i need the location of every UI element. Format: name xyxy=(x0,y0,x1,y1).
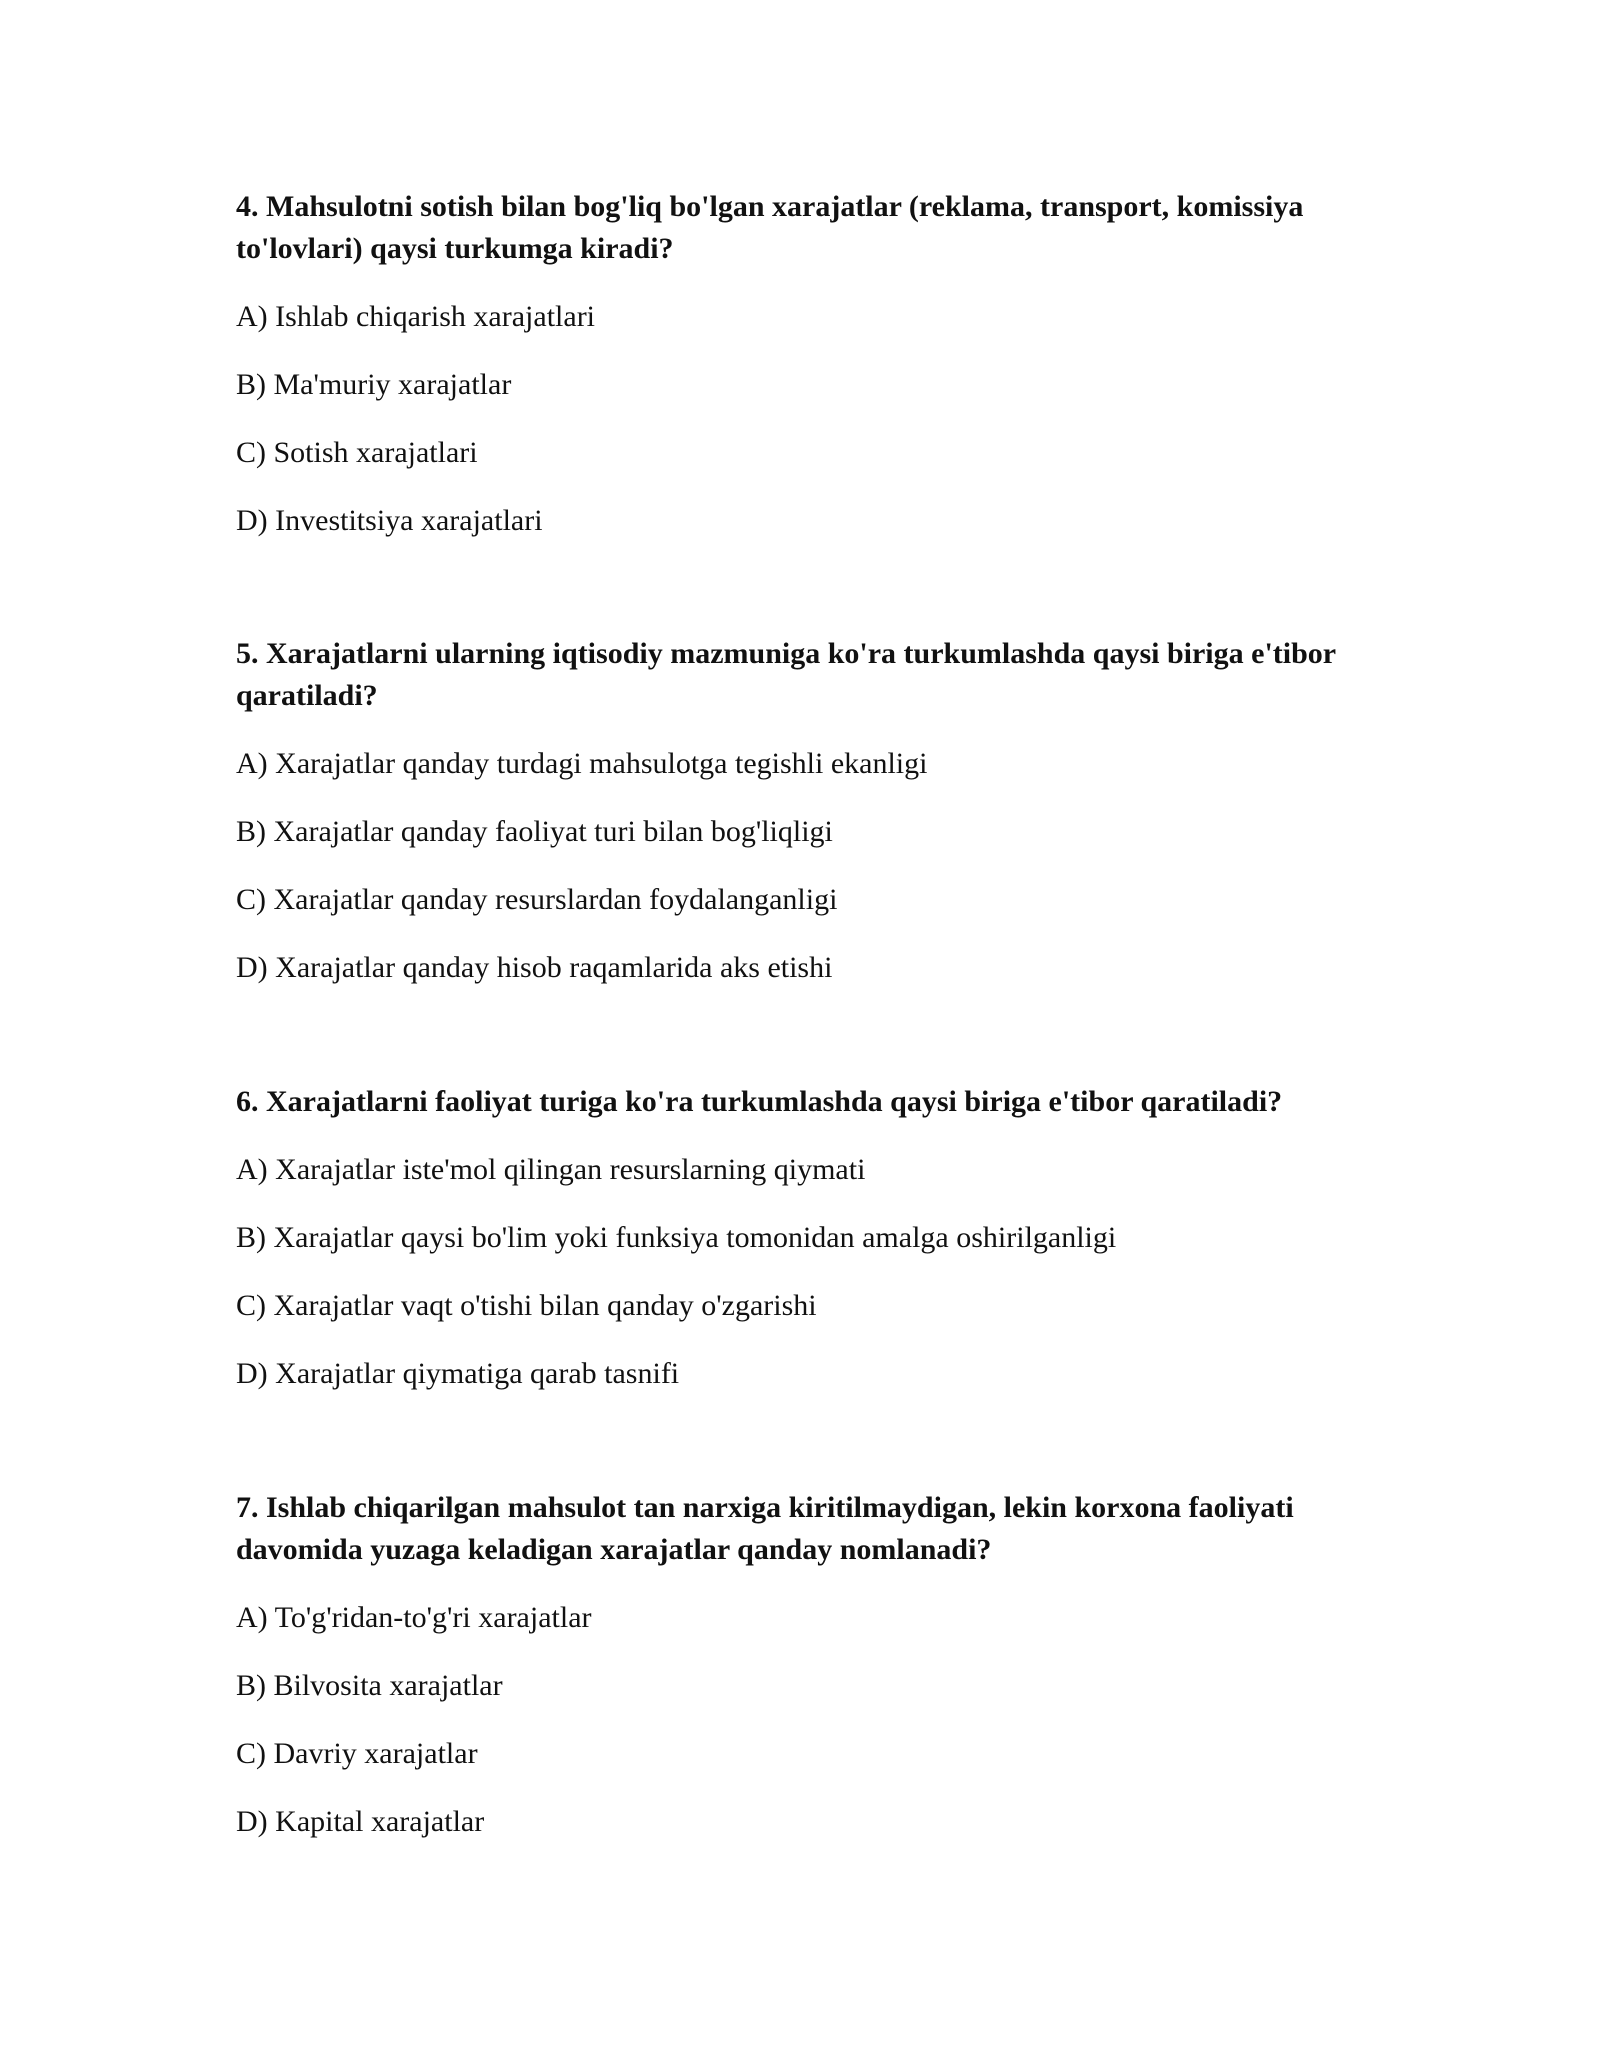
question-text: 7. Ishlab chiqarilgan mahsulot tan narxiga kiritilmaydigan, lekin korxona faoliyati davomida yuzaga keladigan xarajatlar qanday nomlanadi? xyxy=(236,1491,1294,1566)
question-text: 6. Xarajatlarni faoliyat turiga ko'ra turkumlashda qaysi biriga e'tibor qaratiladi? xyxy=(236,1085,1283,1118)
option-a: A) Xarajatlar iste'mol qilingan resurslarning qiymati xyxy=(236,1153,866,1186)
question-text: 5. Xarajatlarni ularning iqtisodiy mazmuniga ko'ra turkumlashda qaysi biriga e'tibor qaratiladi? xyxy=(236,637,1336,712)
question-6 xyxy=(236,1081,1376,1421)
option-a: A) Ishlab chiqarish xarajatlari xyxy=(236,300,596,333)
option-a: A) To'g'ridan-to'g'ri xarajatlar xyxy=(236,1601,592,1634)
option-a: A) Xarajatlar qanday turdagi mahsulotga tegishli ekanligi xyxy=(236,747,928,780)
question-7 xyxy=(236,1487,1376,1869)
option-d: D) Kapital xarajatlar xyxy=(236,1805,485,1838)
option-c: C) Xarajatlar vaqt o'tishi bilan qanday o'zgarishi xyxy=(236,1289,817,1322)
option-c: C) Xarajatlar qanday resurslardan foydalanganligi xyxy=(236,883,838,916)
option-b: B) Xarajatlar qanday faoliyat turi bilan bog'liqligi xyxy=(236,815,833,848)
option-c: C) Davriy xarajatlar xyxy=(236,1737,478,1770)
question-4 xyxy=(236,186,1376,568)
option-c: C) Sotish xarajatlari xyxy=(236,436,478,469)
question-5 xyxy=(236,633,1376,1015)
option-d: D) Xarajatlar qanday hisob raqamlarida aks etishi xyxy=(236,951,833,984)
option-d: D) Investitsiya xarajatlari xyxy=(236,504,543,537)
option-b: B) Ma'muriy xarajatlar xyxy=(236,368,512,401)
option-b: B) Xarajatlar qaysi bo'lim yoki funksiya tomonidan amalga oshirilganligi xyxy=(236,1221,1117,1254)
question-text: 4. Mahsulotni sotish bilan bog'liq bo'lgan xarajatlar (reklama, transport, komissiya to'lovlari) qaysi turkumga kiradi? xyxy=(236,190,1304,265)
option-b: B) Bilvosita xarajatlar xyxy=(236,1669,503,1702)
option-d: D) Xarajatlar qiymatiga qarab tasnifi xyxy=(236,1357,680,1390)
